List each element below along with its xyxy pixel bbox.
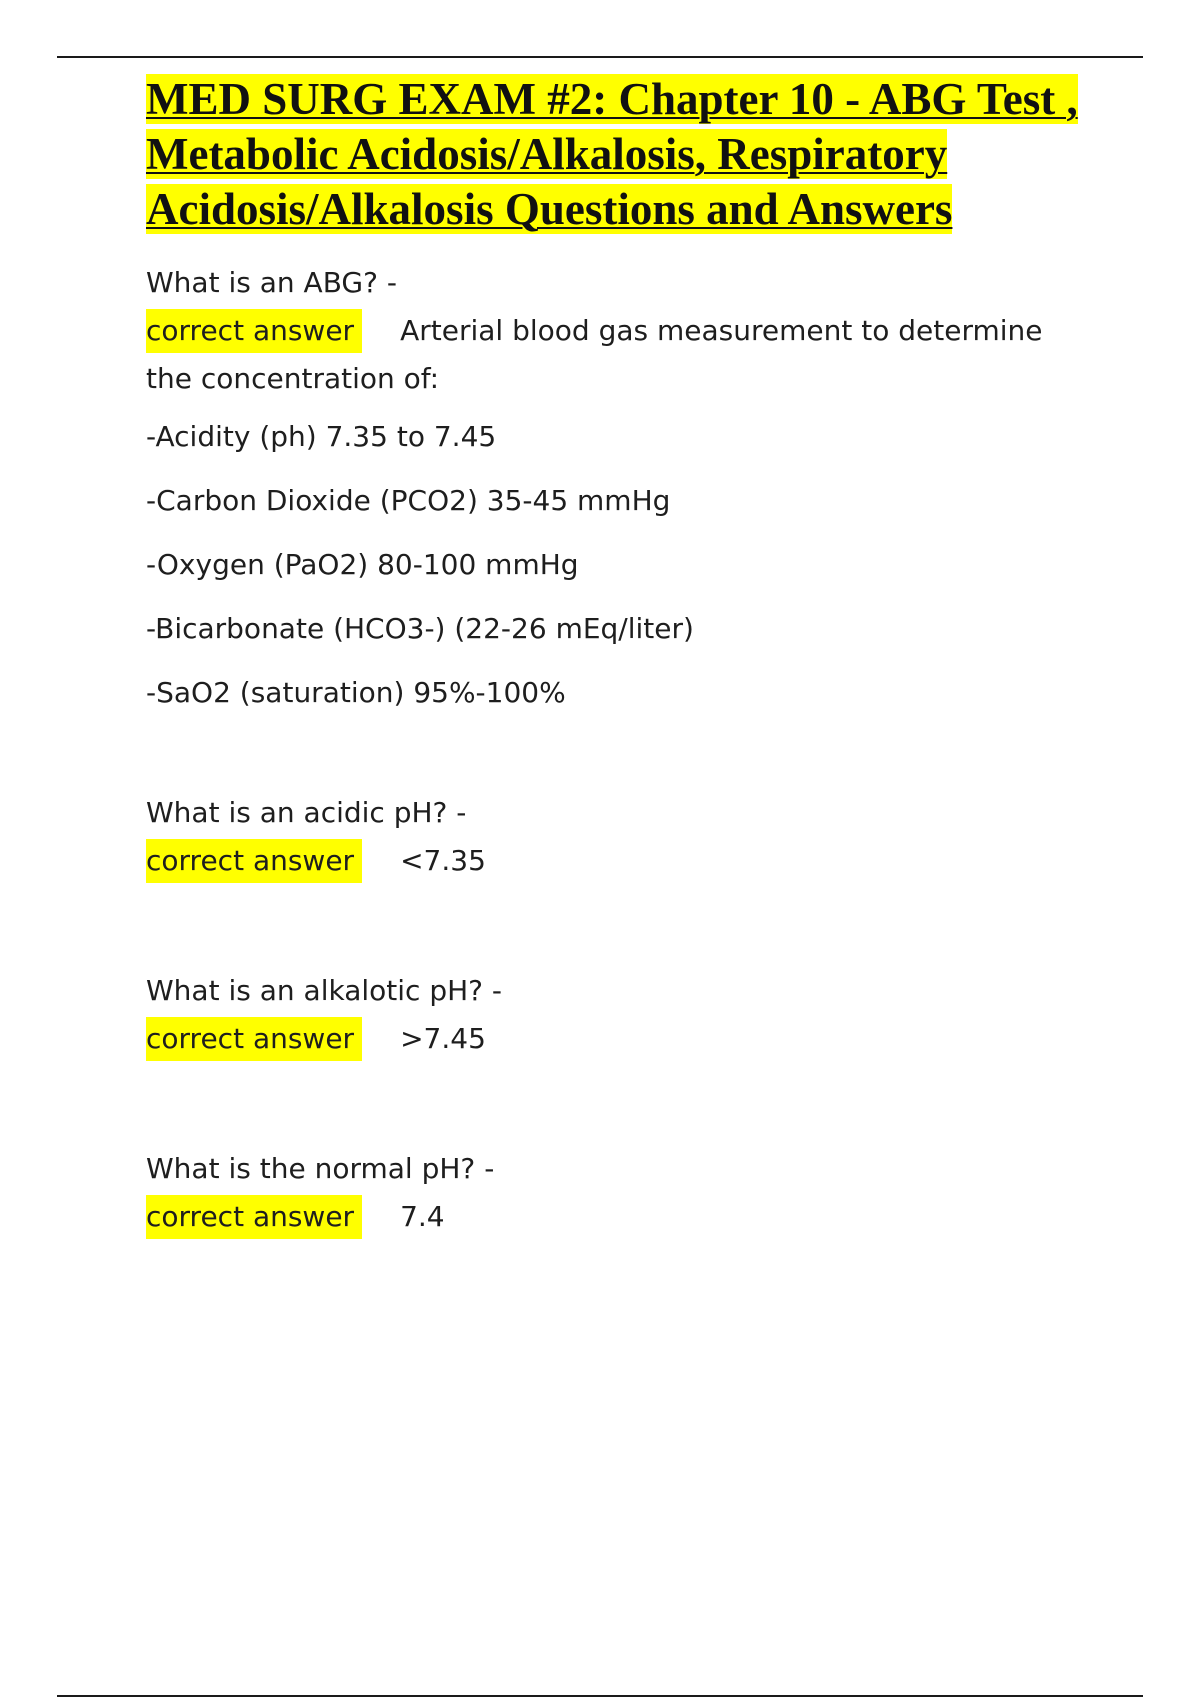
qa-item-abg bbox=[146, 259, 1106, 725]
document-title-text: MED SURG EXAM #2: Chapter 10 - ABG Test , Metabolic Acidosis/Alkalosis, Respiratory Acidosis/Alkalosis Questions and Answers bbox=[146, 74, 1078, 234]
detail-item-saturation: -SaO2 (saturation) 95%-100% bbox=[146, 676, 566, 709]
answer-text: <7.35 bbox=[400, 844, 486, 877]
question-text: What is an acidic pH? - bbox=[146, 796, 467, 829]
question-text: What is an ABG? - bbox=[146, 266, 397, 299]
qa-item-alkalotic-ph bbox=[146, 967, 1106, 1063]
footer-rule bbox=[57, 1695, 1143, 1697]
answer-text: >7.45 bbox=[400, 1022, 486, 1055]
detail-item-acidity: -Acidity (ph) 7.35 to 7.45 bbox=[146, 420, 497, 453]
correct-answer-label: correct answer bbox=[146, 1017, 362, 1061]
answer-line bbox=[146, 1193, 1106, 1241]
detail-item-bicarbonate: -Bicarbonate (HCO3-) (22-26 mEq/liter) bbox=[146, 612, 694, 645]
document-body bbox=[146, 72, 1106, 1241]
header-rule bbox=[57, 56, 1143, 58]
question-text: What is an alkalotic pH? - bbox=[146, 974, 503, 1007]
correct-answer-label: correct answer bbox=[146, 1195, 362, 1239]
correct-answer-label: correct answer bbox=[146, 309, 362, 353]
answer-text: 7.4 bbox=[400, 1200, 445, 1233]
abg-detail-list bbox=[146, 405, 1106, 725]
correct-answer-label: correct answer bbox=[146, 839, 362, 883]
document-title bbox=[146, 72, 1106, 237]
qa-item-normal-ph bbox=[146, 1145, 1106, 1241]
qa-item-acidic-ph bbox=[146, 789, 1106, 885]
detail-item-oxygen: -Oxygen (PaO2) 80-100 mmHg bbox=[146, 548, 579, 581]
answer-line bbox=[146, 837, 1106, 885]
question-text: What is the normal pH? - bbox=[146, 1152, 495, 1185]
detail-item-carbon-dioxide: -Carbon Dioxide (PCO2) 35-45 mmHg bbox=[146, 484, 671, 517]
answer-text-continued: the concentration of: bbox=[146, 362, 440, 395]
answer-line bbox=[146, 1015, 1106, 1063]
answer-line bbox=[146, 307, 1106, 355]
answer-text: Arterial blood gas measurement to determine bbox=[400, 314, 1043, 347]
